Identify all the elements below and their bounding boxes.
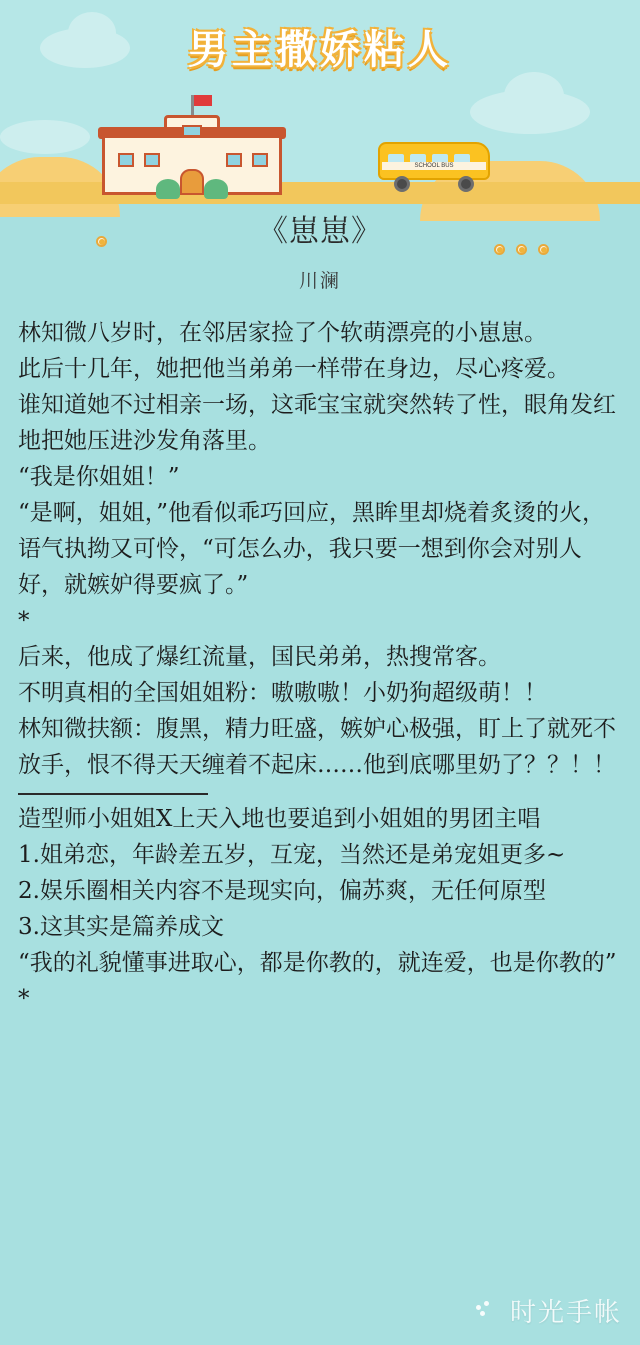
paragraph: *: [18, 608, 30, 634]
note-line: *: [18, 986, 30, 1012]
bus-wheel-icon: [394, 176, 410, 192]
paragraph: 此后十几年，她把他当弟弟一样带在身边，尽心疼爱。: [18, 356, 570, 382]
note-line: 3.这其实是篇养成文: [18, 914, 224, 940]
note-line: 2.娱乐圈相关内容不是现实向，偏苏爽，无任何原型: [18, 878, 546, 904]
bus-body: [378, 142, 490, 180]
paragraph: “是啊，姐姐，”他看似乖巧回应，黑眸里却烧着炙烫的火，语气执拗又可怜，“可怎么办，我只要一想到你会对别人好，就嫉妒得要疯了。”: [18, 500, 606, 598]
paragraph: “我是你姐姐！”: [18, 464, 180, 490]
flag-icon: [194, 95, 212, 106]
bus-label: SCHOOL BUS: [382, 162, 486, 170]
window-icon: [226, 153, 242, 167]
paragraph: 林知微八岁时，在邻居家捡了个软萌漂亮的小崽崽。: [18, 320, 547, 346]
content-area: [0, 200, 640, 1017]
school-building-icon: [92, 105, 292, 195]
paragraph: 后来，他成了爆红流量，国民弟弟，热搜常客。: [18, 644, 501, 670]
book-author: 川澜: [298, 270, 341, 292]
clock-window-icon: [182, 125, 202, 137]
window-icon: [252, 153, 268, 167]
book-title: 《崽崽》: [258, 214, 382, 249]
school-bus-icon: [378, 138, 508, 196]
paragraph: 林知微扶额：腹黑，精力旺盛，嫉妒心极强，盯上了就死不放手，恨不得天天缠着不起床……他到底哪里奶了？？！！: [18, 716, 616, 778]
note-line: 造型师小姐姐X上天入地也要追到小姐姐的男团主唱: [18, 806, 541, 832]
paragraph: 不明真相的全国姐姐粉：嗷嗷嗷！小奶狗超级萌！！: [18, 680, 547, 706]
watermark-sparkle-icon: [476, 1301, 492, 1317]
window-icon: [118, 153, 134, 167]
paragraph: 谁知道她不过相亲一场，这乖宝宝就突然转了性，眼角发红地把她压进沙发角落里。: [18, 392, 616, 454]
watermark-text: 时光手帐: [509, 1298, 622, 1328]
window-icon: [144, 153, 160, 167]
bush-icon: [156, 179, 180, 199]
synopsis-block: [18, 315, 622, 1017]
note-line: 1.姐弟恋，年龄差五岁，互宠，当然还是弟宠姐更多~: [18, 842, 566, 868]
section-divider: [18, 793, 208, 795]
bus-wheel-icon: [458, 176, 474, 192]
note-line: “我的礼貌懂事进取心，都是你教的，就连爱，也是你教的”: [18, 950, 617, 976]
school-door: [180, 169, 204, 195]
banner-title: 男主撒娇粘人: [188, 27, 452, 73]
bush-icon: [204, 179, 228, 199]
